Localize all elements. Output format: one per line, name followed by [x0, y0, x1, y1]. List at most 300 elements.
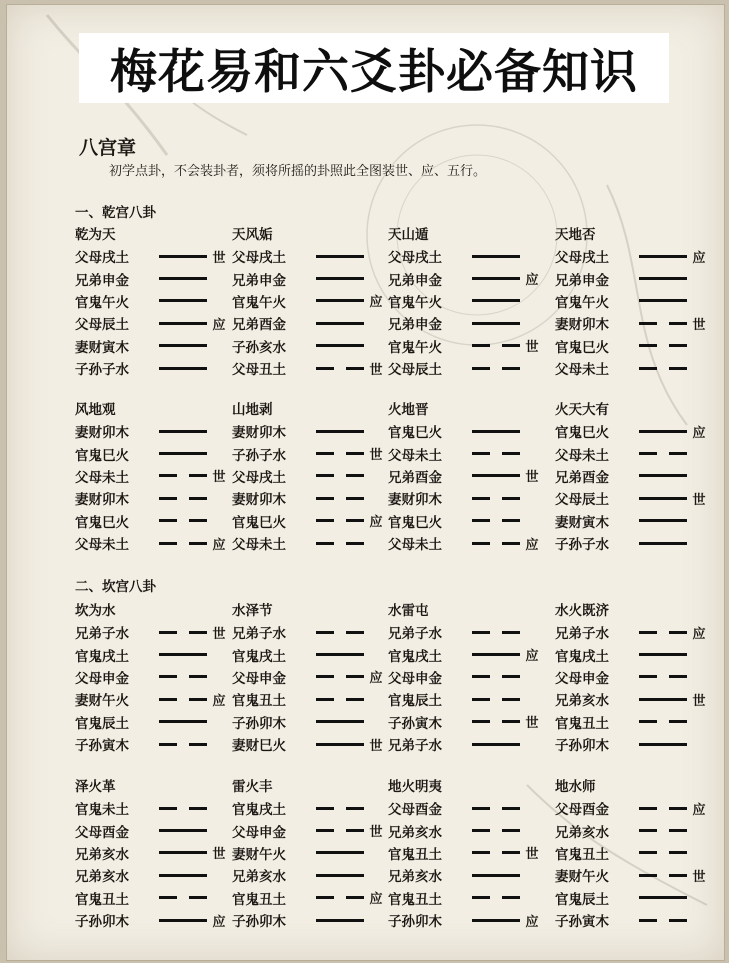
yao-label: 兄弟亥水 [75, 846, 129, 863]
yin-line-symbol [472, 367, 520, 370]
yao-label: 子孙子水 [555, 537, 609, 554]
page-title: 梅花易和六爻卦必备知识 [110, 44, 638, 100]
yang-line-symbol [316, 919, 364, 922]
section-heading: 二、坎宫八卦 [75, 579, 156, 595]
yin-line-symbol [472, 344, 520, 347]
yao-line [232, 864, 392, 886]
yang-line-symbol [159, 344, 207, 347]
yao-line [388, 510, 548, 532]
yao-label: 官鬼午火 [555, 294, 609, 311]
yao-label: 妻财午火 [232, 846, 286, 863]
yao-label: 妻财卯木 [555, 317, 609, 334]
yin-line-symbol [639, 322, 687, 325]
yao-line [388, 864, 548, 886]
yang-line-symbol [316, 255, 364, 258]
hexagram-block [555, 225, 715, 379]
shi-ying-mark: 应 [525, 914, 539, 930]
yao-label: 子孙卯木 [388, 914, 442, 931]
yao-label: 妻财卯木 [232, 425, 286, 442]
yao-line [388, 487, 548, 509]
shi-ying-mark: 应 [212, 537, 226, 553]
intro-text: 初学点卦，不会装卦者，须将所摇的卦照此全图装世、应、五行。 [109, 164, 487, 179]
yao-label: 官鬼辰土 [388, 693, 442, 710]
yao-label: 兄弟子水 [388, 626, 442, 643]
yao-line [232, 643, 392, 665]
yao-label: 兄弟子水 [232, 626, 286, 643]
yao-label: 父母未土 [555, 447, 609, 464]
yao-line [75, 312, 235, 334]
shi-ying-mark: 世 [525, 847, 539, 863]
yao-line [232, 887, 392, 909]
yao-line [75, 733, 235, 755]
yao-label: 父母辰土 [75, 317, 129, 334]
yang-line-symbol [316, 874, 364, 877]
yang-line-symbol [639, 519, 687, 522]
yin-line-symbol [639, 874, 687, 877]
yang-line-symbol [159, 829, 207, 832]
hexagram-name: 雷火丰 [232, 779, 273, 795]
shi-ying-mark: 应 [212, 693, 226, 709]
hexagram-block [388, 225, 548, 379]
yao-label: 官鬼巳火 [75, 514, 129, 531]
yao-label: 官鬼巳火 [232, 514, 286, 531]
yao-line [388, 357, 548, 379]
shi-ying-mark: 应 [692, 626, 706, 642]
yao-label: 兄弟亥水 [555, 824, 609, 841]
yao-label: 官鬼丑土 [555, 715, 609, 732]
yao-label: 兄弟申金 [388, 272, 442, 289]
yao-label: 子孙卯木 [75, 914, 129, 931]
shi-ying-mark: 世 [369, 448, 383, 464]
yin-line-symbol [316, 542, 364, 545]
yao-label: 官鬼戌土 [75, 648, 129, 665]
yang-line-symbol [472, 874, 520, 877]
yao-label: 兄弟申金 [388, 317, 442, 334]
yao-label: 兄弟酉金 [232, 317, 286, 334]
yao-label: 子孙寅木 [75, 738, 129, 755]
yin-line-symbol [159, 519, 207, 522]
yao-line [75, 621, 235, 643]
hexagram-block [232, 225, 392, 379]
yao-line [75, 357, 235, 379]
yao-label: 官鬼戌土 [232, 648, 286, 665]
yang-line-symbol [639, 653, 687, 656]
yin-line-symbol [472, 851, 520, 854]
yao-line [555, 442, 715, 464]
yao-line [232, 312, 392, 334]
yin-line-symbol [472, 720, 520, 723]
hexagram-name: 泽火革 [75, 779, 116, 795]
shi-ying-mark: 世 [525, 716, 539, 732]
shi-ying-mark: 应 [525, 537, 539, 553]
yao-line [555, 909, 715, 931]
yao-line [555, 666, 715, 688]
shi-ying-mark: 应 [525, 273, 539, 289]
shi-ying-mark: 世 [369, 362, 383, 378]
hexagram-block [232, 400, 392, 554]
yang-line-symbol [159, 367, 207, 370]
yao-label: 子孙卯木 [232, 715, 286, 732]
yao-label: 官鬼巳火 [555, 425, 609, 442]
yao-line [555, 465, 715, 487]
yang-line-symbol [639, 743, 687, 746]
yin-line-symbol [472, 807, 520, 810]
yao-line [75, 666, 235, 688]
shi-ying-mark: 世 [692, 693, 706, 709]
yao-line [555, 711, 715, 733]
yang-line-symbol [316, 743, 364, 746]
yao-line [555, 842, 715, 864]
yao-line [555, 487, 715, 509]
yin-line-symbol [316, 367, 364, 370]
yao-line [388, 643, 548, 665]
hexagram-name: 地水师 [555, 779, 596, 795]
yao-label: 父母戌土 [232, 469, 286, 486]
yao-label: 官鬼巳火 [388, 425, 442, 442]
yao-label: 父母辰土 [555, 492, 609, 509]
yao-label: 官鬼巳火 [75, 447, 129, 464]
yao-label: 父母申金 [555, 670, 609, 687]
yin-line-symbol [316, 896, 364, 899]
yang-line-symbol [159, 720, 207, 723]
shi-ying-mark: 世 [212, 250, 226, 266]
hexagram-block [555, 601, 715, 755]
document-page [6, 4, 725, 961]
yao-label: 妻财寅木 [75, 339, 129, 356]
yao-line [388, 688, 548, 710]
hexagram-block [75, 400, 235, 554]
yao-label: 官鬼丑土 [75, 891, 129, 908]
yao-line [232, 510, 392, 532]
yang-line-symbol [472, 653, 520, 656]
hexagram-block [75, 601, 235, 755]
yao-line [75, 842, 235, 864]
hexagram-name: 风地观 [75, 402, 116, 418]
yao-line [555, 312, 715, 334]
yao-label: 妻财午火 [555, 869, 609, 886]
yao-line [388, 909, 548, 931]
yin-line-symbol [639, 919, 687, 922]
yin-line-symbol [639, 344, 687, 347]
yao-label: 妻财卯木 [75, 425, 129, 442]
yang-line-symbol [316, 851, 364, 854]
yang-line-symbol [639, 430, 687, 433]
shi-ying-mark: 应 [369, 671, 383, 687]
yang-line-symbol [472, 322, 520, 325]
yang-line-symbol [472, 743, 520, 746]
yao-line [555, 864, 715, 886]
yin-line-symbol [316, 829, 364, 832]
yao-label: 官鬼辰土 [75, 715, 129, 732]
yao-label: 官鬼丑土 [232, 891, 286, 908]
yao-line [388, 711, 548, 733]
yin-line-symbol [316, 675, 364, 678]
yao-label: 父母申金 [388, 670, 442, 687]
yang-line-symbol [316, 344, 364, 347]
shi-ying-mark: 世 [369, 825, 383, 841]
yao-label: 官鬼巳火 [555, 339, 609, 356]
yao-line [555, 290, 715, 312]
yao-line [75, 887, 235, 909]
yang-line-symbol [316, 430, 364, 433]
shi-ying-mark: 世 [369, 738, 383, 754]
yao-line [75, 643, 235, 665]
shi-ying-mark: 世 [692, 492, 706, 508]
title-banner [79, 33, 669, 103]
yao-label: 子孙卯木 [232, 914, 286, 931]
yao-label: 兄弟子水 [555, 626, 609, 643]
yao-line [388, 290, 548, 312]
yang-line-symbol [639, 255, 687, 258]
yin-line-symbol [159, 497, 207, 500]
yao-line [232, 465, 392, 487]
yao-line [75, 909, 235, 931]
yao-line [75, 335, 235, 357]
yao-label: 父母酉金 [388, 802, 442, 819]
yao-label: 子孙卯木 [555, 738, 609, 755]
yao-label: 兄弟酉金 [555, 469, 609, 486]
yao-line [75, 510, 235, 532]
yao-line [388, 532, 548, 554]
yang-line-symbol [316, 653, 364, 656]
yang-line-symbol [159, 874, 207, 877]
shi-ying-mark: 应 [212, 914, 226, 930]
yang-line-symbol [159, 255, 207, 258]
yao-line [388, 335, 548, 357]
shi-ying-mark: 世 [525, 470, 539, 486]
yin-line-symbol [316, 519, 364, 522]
yao-label: 父母戌土 [388, 250, 442, 267]
chapter-heading: 八宫章 [79, 137, 137, 159]
yao-line [75, 420, 235, 442]
yang-line-symbol [316, 322, 364, 325]
yao-line [388, 819, 548, 841]
yao-line [232, 797, 392, 819]
yao-label: 父母未土 [388, 537, 442, 554]
yao-label: 父母未土 [232, 537, 286, 554]
hexagram-name: 火天大有 [555, 402, 609, 418]
yao-line [75, 711, 235, 733]
yao-line [388, 887, 548, 909]
yao-label: 官鬼辰土 [555, 891, 609, 908]
yao-line [555, 357, 715, 379]
yao-label: 官鬼午火 [232, 294, 286, 311]
yao-label: 兄弟申金 [75, 272, 129, 289]
yin-line-symbol [159, 675, 207, 678]
yao-line [232, 487, 392, 509]
yao-line [555, 621, 715, 643]
yao-line [232, 335, 392, 357]
yin-line-symbol [639, 851, 687, 854]
yao-label: 父母申金 [232, 824, 286, 841]
yao-line [555, 420, 715, 442]
shi-ying-mark: 世 [212, 847, 226, 863]
yin-line-symbol [159, 807, 207, 810]
yao-line [75, 688, 235, 710]
yao-line [75, 442, 235, 464]
yang-line-symbol [316, 299, 364, 302]
yao-label: 父母未土 [388, 447, 442, 464]
yao-line [388, 465, 548, 487]
yao-line [232, 532, 392, 554]
hexagram-block [75, 225, 235, 379]
yang-line-symbol [159, 653, 207, 656]
yao-line [388, 797, 548, 819]
yao-label: 官鬼丑土 [388, 891, 442, 908]
yao-label: 子孙寅木 [388, 715, 442, 732]
shi-ying-mark: 应 [692, 425, 706, 441]
yang-line-symbol [159, 299, 207, 302]
yao-label: 妻财卯木 [388, 492, 442, 509]
yin-line-symbol [316, 497, 364, 500]
yao-line [388, 842, 548, 864]
shi-ying-mark: 应 [692, 250, 706, 266]
yao-line [232, 819, 392, 841]
yin-line-symbol [472, 631, 520, 634]
yao-line [75, 487, 235, 509]
yao-line [75, 245, 235, 267]
yao-line [232, 442, 392, 464]
hexagram-block [555, 777, 715, 931]
yang-line-symbol [159, 277, 207, 280]
yao-label: 官鬼丑土 [555, 846, 609, 863]
yao-line [75, 465, 235, 487]
yin-line-symbol [159, 542, 207, 545]
hexagram-block [232, 601, 392, 755]
yao-line [232, 290, 392, 312]
yang-line-symbol [639, 474, 687, 477]
yao-label: 官鬼丑土 [388, 846, 442, 863]
yao-line [555, 245, 715, 267]
yin-line-symbol [316, 452, 364, 455]
yin-line-symbol [316, 698, 364, 701]
yao-label: 父母申金 [75, 670, 129, 687]
hexagram-block [232, 777, 392, 931]
yao-line [232, 688, 392, 710]
yao-label: 父母辰土 [388, 362, 442, 379]
yin-line-symbol [472, 829, 520, 832]
yao-label: 官鬼巳火 [388, 514, 442, 531]
yao-line [388, 267, 548, 289]
yao-line [232, 420, 392, 442]
section-heading: 一、乾宫八卦 [75, 205, 156, 221]
yang-line-symbol [639, 277, 687, 280]
yang-line-symbol [159, 851, 207, 854]
yao-label: 子孙亥水 [232, 339, 286, 356]
yang-line-symbol [159, 452, 207, 455]
shi-ying-mark: 应 [369, 892, 383, 908]
yao-line [388, 442, 548, 464]
yao-label: 官鬼午火 [388, 339, 442, 356]
yin-line-symbol [316, 474, 364, 477]
yang-line-symbol [472, 277, 520, 280]
yang-line-symbol [639, 896, 687, 899]
yao-label: 官鬼午火 [388, 294, 442, 311]
yin-line-symbol [316, 631, 364, 634]
yang-line-symbol [159, 430, 207, 433]
yao-label: 兄弟亥水 [555, 693, 609, 710]
yao-label: 妻财卯木 [232, 492, 286, 509]
yao-label: 父母未土 [75, 537, 129, 554]
yao-label: 兄弟子水 [75, 626, 129, 643]
yao-line [555, 819, 715, 841]
yao-label: 妻财午火 [75, 693, 129, 710]
yao-label: 兄弟亥水 [75, 869, 129, 886]
yao-line [232, 711, 392, 733]
yao-line [388, 312, 548, 334]
yin-line-symbol [639, 452, 687, 455]
yang-line-symbol [472, 919, 520, 922]
yao-label: 官鬼戌土 [555, 648, 609, 665]
yao-line [232, 357, 392, 379]
yao-line [555, 797, 715, 819]
yao-label: 官鬼丑土 [232, 693, 286, 710]
yao-line [232, 267, 392, 289]
yao-line [232, 245, 392, 267]
hexagram-block [555, 400, 715, 554]
yin-line-symbol [159, 743, 207, 746]
hexagram-name: 山地剥 [232, 402, 273, 418]
yao-label: 妻财卯木 [75, 492, 129, 509]
yin-line-symbol [159, 474, 207, 477]
yin-line-symbol [639, 367, 687, 370]
hexagram-block [388, 777, 548, 931]
yin-line-symbol [472, 675, 520, 678]
yao-label: 官鬼午火 [75, 294, 129, 311]
yao-label: 兄弟亥水 [388, 869, 442, 886]
yin-line-symbol [472, 452, 520, 455]
yin-line-symbol [472, 497, 520, 500]
yin-line-symbol [639, 807, 687, 810]
yang-line-symbol [472, 430, 520, 433]
shi-ying-mark: 世 [692, 869, 706, 885]
yao-label: 兄弟子水 [388, 738, 442, 755]
yang-line-symbol [159, 322, 207, 325]
hexagram-name: 水泽节 [232, 603, 273, 619]
hexagram-name: 地火明夷 [388, 779, 442, 795]
yang-line-symbol [316, 277, 364, 280]
yang-line-symbol [472, 299, 520, 302]
shi-ying-mark: 应 [369, 515, 383, 531]
shi-ying-mark: 应 [369, 295, 383, 311]
yao-line [555, 643, 715, 665]
yin-line-symbol [472, 519, 520, 522]
yao-line [388, 733, 548, 755]
shi-ying-mark: 应 [525, 649, 539, 665]
yao-label: 官鬼未土 [75, 802, 129, 819]
yao-label: 子孙寅木 [555, 914, 609, 931]
hexagram-name: 天地否 [555, 227, 596, 243]
yang-line-symbol [159, 919, 207, 922]
yin-line-symbol [639, 675, 687, 678]
yao-label: 父母戌土 [75, 250, 129, 267]
yang-line-symbol [472, 474, 520, 477]
yao-line [75, 864, 235, 886]
yin-line-symbol [159, 698, 207, 701]
shi-ying-mark: 世 [212, 470, 226, 486]
yao-label: 子孙子水 [75, 362, 129, 379]
yao-label: 妻财巳火 [232, 738, 286, 755]
yao-line [555, 510, 715, 532]
yang-line-symbol [639, 497, 687, 500]
yao-line [388, 666, 548, 688]
shi-ying-mark: 应 [692, 802, 706, 818]
yao-label: 父母未土 [75, 469, 129, 486]
yao-line [555, 532, 715, 554]
yao-line [555, 887, 715, 909]
yao-line [388, 420, 548, 442]
yao-line [75, 797, 235, 819]
